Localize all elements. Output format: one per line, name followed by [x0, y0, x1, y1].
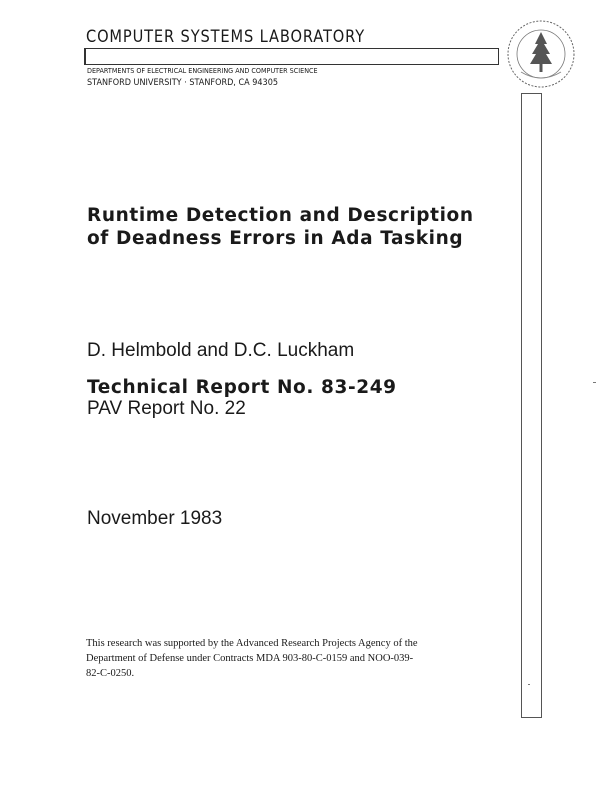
title-line-2: of Deadness Errors in Ada Tasking: [87, 228, 464, 249]
stanford-seal-icon: [505, 18, 577, 90]
lab-name: COMPUTER SYSTEMS LABORATORY: [86, 27, 366, 47]
funding-line-3: 82-C-0250.: [86, 668, 135, 679]
margin-box: [521, 93, 542, 718]
funding-line-1: This research was supported by the Advanced Research Projects Agency of the: [86, 638, 418, 649]
authors: D. Helmbold and D.C. Luckham: [87, 340, 355, 361]
funding-statement: [86, 636, 486, 681]
university-line: STANFORD UNIVERSITY · STANFORD, CA 94305: [87, 78, 279, 88]
header-rule-box: [84, 48, 499, 65]
report-title: [87, 204, 474, 250]
report-date: November 1983: [87, 508, 223, 529]
department-line: DEPARTMENTS OF ELECTRICAL ENGINEERING AND COMPUTER SCIENCE: [87, 67, 318, 75]
scan-speck: [593, 382, 596, 383]
funding-line-2: Department of Defense under Contracts MDA 903-80-C-0159 and NOO-039-: [86, 653, 414, 664]
scan-speck: [528, 684, 530, 685]
pav-report-number: PAV Report No. 22: [87, 398, 246, 419]
technical-report-number: Technical Report No. 83-249: [87, 377, 397, 398]
title-line-1: Runtime Detection and Description: [87, 205, 474, 226]
